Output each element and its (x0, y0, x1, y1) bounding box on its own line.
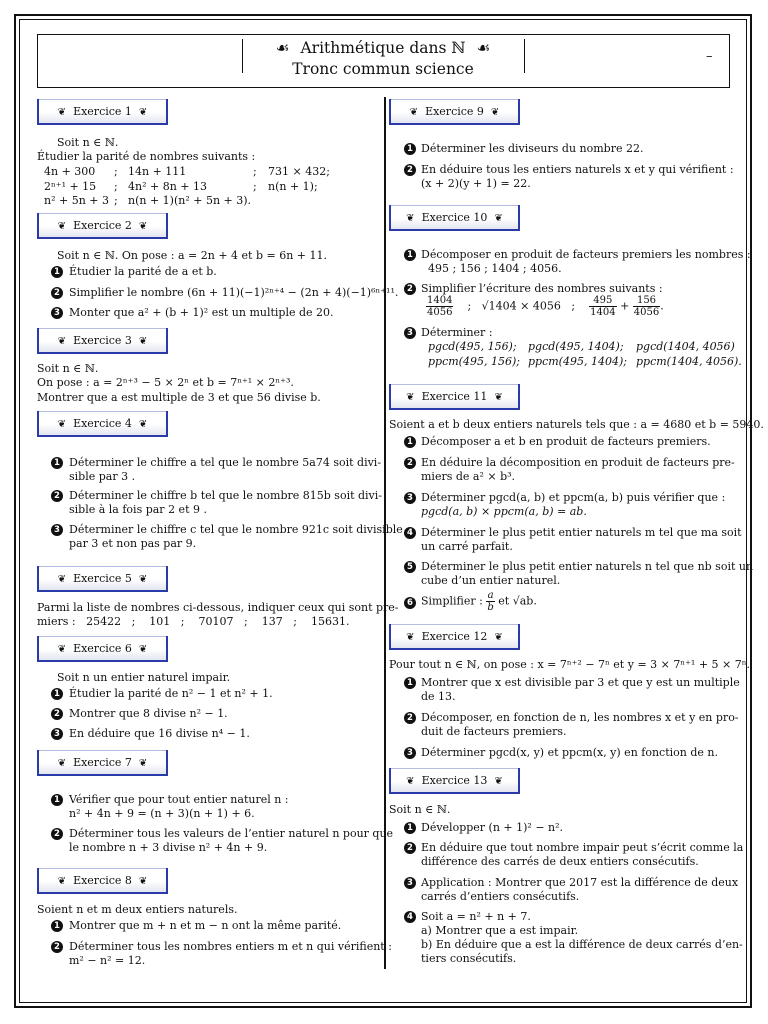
question-text: carrés d’entiers consécutifs. (421, 890, 580, 903)
question-text: Déterminer les diviseurs du nombre 22. (421, 142, 644, 155)
expression: n(n + 1)(n² + 5n + 3). (128, 194, 252, 207)
item-number-badge: 2 (404, 712, 416, 724)
number-item: 70107 (198, 615, 234, 628)
question-text: Déterminer le plus petit entier naturels n tel que nb soit un (421, 560, 754, 573)
item-number-badge: 2 (51, 490, 63, 502)
exercise-1-intro: Soit n ∈ ℕ. (57, 136, 119, 149)
ornament-icon: ☙ (275, 39, 290, 57)
fraction: $\frac{156}{4056}$ (633, 295, 660, 318)
leaf-icon: ❦ (138, 876, 148, 887)
leaf-icon: ❦ (57, 758, 67, 769)
exercise-6-intro: Soit n un entier naturel impair. (57, 671, 231, 684)
fraction: $\frac{1404}{4056}$ (427, 295, 453, 318)
item-number-badge: 1 (51, 920, 63, 932)
item-number-badge: 2 (404, 457, 416, 469)
item-number-badge: 3 (51, 728, 63, 740)
fraction-expressions: $\frac{1404}{4056}$ ; √1404 × 4056 ; $\frac{495}{1404}$ + $\frac{156}{4056}$ . (427, 295, 664, 318)
ornament-icon: ☙ (476, 39, 491, 57)
question-text: Décomposer, en fonction de n, les nombres x et y en pro- (421, 711, 739, 724)
exercise-1-title: ❦ Exercice 1 ❦ (37, 99, 168, 125)
gcd-expression: pgcd(495, 1404); (528, 340, 624, 353)
question-text: Montrer que x est divisible par 3 et que y est un multiple (421, 676, 740, 689)
separator: ; (253, 165, 257, 178)
question-text: Simplifier le nombre (6n + 11)(−1)²ⁿ⁺⁴ − (2n + 4)(−1)⁶ⁿ⁺¹¹. (69, 286, 399, 299)
question-text: Application : Montrer que 2017 est la différence de deux (421, 876, 739, 889)
question-text: b) En déduire que a est la différence de deux carrés d’en- (421, 938, 743, 951)
item-number-badge: 1 (404, 143, 416, 155)
item-number-badge: 2 (51, 708, 63, 720)
question-text: pgcd(a, b) × ppcm(a, b) = ab. (421, 505, 587, 518)
item-number-badge: 1 (51, 794, 63, 806)
leaf-icon: ❦ (406, 632, 415, 643)
leaf-icon: ❦ (138, 758, 148, 769)
question-text: Simplifier : $\frac{a}{b}$ et √ab. (421, 590, 537, 613)
question-text: (x + 2)(y + 1) = 22. (421, 177, 531, 190)
question-text: Déterminer pgcd(a, b) et ppcm(a, b) puis vérifier que : (421, 491, 726, 504)
expression: 2ⁿ⁺¹ + 15 (44, 180, 97, 193)
header-divider-right (524, 39, 525, 73)
exercise-1-instruction: Étudier la parité de nombres suivants : (37, 150, 256, 163)
leaf-icon: ❦ (138, 221, 148, 232)
question-text: tiers consécutifs. (421, 952, 517, 965)
leaf-icon: ❦ (494, 776, 503, 787)
item-number-badge: 1 (404, 822, 416, 834)
item-number-badge: 2 (51, 828, 63, 840)
separator: ; (114, 180, 118, 193)
item-number-badge: 3 (51, 307, 63, 319)
exercise-11-intro: Soient a et b deux entiers naturels tels que : a = 4680 et b = 5940. (389, 418, 764, 431)
leaf-icon: ❦ (57, 876, 67, 887)
exercise-3-text: On pose : a = 2ⁿ⁺³ − 5 × 2ⁿ et b = 7ⁿ⁺¹ × 2ⁿ⁺³. (37, 376, 294, 389)
page-title: ☙ Arithmétique dans ℕ ☙ (275, 39, 491, 57)
question-text: En déduire la décomposition en produit de facteurs pre- (421, 456, 735, 469)
leaf-icon: ❦ (57, 336, 67, 347)
question-text: Simplifier l’écriture des nombres suivants : (421, 282, 663, 295)
leaf-icon: ❦ (57, 644, 67, 655)
leaf-icon: ❦ (406, 392, 415, 403)
item-number-badge: 2 (51, 941, 63, 953)
separator: ; (114, 194, 118, 207)
item-number-badge: 1 (51, 266, 63, 278)
item-number-badge: 3 (404, 492, 416, 504)
exercise-6-title: ❦ Exercice 6 ❦ (37, 636, 168, 662)
question-text: le nombre n + 3 divise n² + 4n + 9. (69, 841, 268, 854)
leaf-icon: ❦ (138, 574, 148, 585)
question-text: Déterminer le plus petit entier naturels m tel que ma soit (421, 526, 742, 539)
question-text: différence des carrés de deux entiers consécutifs. (421, 855, 699, 868)
exercise-7-title: ❦ Exercice 7 ❦ (37, 750, 168, 776)
leaf-icon: ❦ (57, 419, 67, 430)
exercise-9-title: ❦ Exercice 9 ❦ (389, 99, 520, 125)
question-text: Étudier la parité de a et b. (69, 265, 217, 278)
leaf-icon: ❦ (406, 213, 415, 224)
leaf-icon: ❦ (138, 644, 148, 655)
question-text: sible par 3 . (69, 470, 136, 483)
number-list: 495 ; 156 ; 1404 ; 4056. (428, 262, 562, 275)
question-text: cube d’un entier naturel. (421, 574, 561, 587)
exercise-11-title: ❦ Exercice 11 ❦ (389, 384, 520, 410)
exercise-12-intro: Pour tout n ∈ ℕ, on pose : x = 7ⁿ⁺² − 7ⁿ et y = 3 × 7ⁿ⁺¹ + 5 × 7ⁿ. (389, 658, 751, 671)
question-text: de 13. (421, 690, 456, 703)
question-text: En déduire que tout nombre impair peut s’écrit comme la (421, 841, 744, 854)
expression: 4n² + 8n + 13 (128, 180, 207, 193)
question-text: Vérifier que pour tout entier naturel n : (69, 793, 289, 806)
expression: n² + 5n + 3 (44, 194, 109, 207)
item-number-badge: 2 (404, 842, 416, 854)
leaf-icon: ❦ (490, 107, 500, 118)
item-number-badge: 1 (404, 249, 416, 261)
item-number-badge: 1 (51, 688, 63, 700)
question-text: a) Montrer que a est impair. (421, 924, 579, 937)
question-text: Étudier la parité de n² − 1 et n² + 1. (69, 687, 273, 700)
leaf-icon: ❦ (138, 107, 148, 118)
item-number-badge: 4 (404, 527, 416, 539)
question-text: En déduire que 16 divise n⁴ − 1. (69, 727, 250, 740)
item-number-badge: 5 (404, 561, 416, 573)
lcm-expression: ppcm(1404, 4056). (636, 355, 742, 368)
header-right-text: – (706, 49, 713, 64)
question-text: m² − n² = 12. (69, 954, 146, 967)
question-text: Développer (n + 1)² − n². (421, 821, 564, 834)
item-number-badge: 1 (404, 677, 416, 689)
item-number-badge: 3 (404, 747, 416, 759)
item-number-badge: 6 (404, 597, 416, 609)
item-number-badge: 1 (404, 436, 416, 448)
question-text: Déterminer le chiffre b tel que le nombre 815b soit divi- (69, 489, 383, 502)
number-item: 101 (149, 615, 171, 628)
question-text: sible à la fois par 2 et 9 . (69, 503, 207, 516)
leaf-icon: ❦ (57, 221, 67, 232)
question-text: Déterminer le chiffre a tel que le nombre 5a74 soit divi- (69, 456, 382, 469)
question-text: Montrer que m + n et m − n ont la même parité. (69, 919, 342, 932)
leaf-icon: ❦ (406, 776, 415, 787)
exercise-2-title: ❦ Exercice 2 ❦ (37, 213, 168, 239)
number-item: 137 (261, 615, 283, 628)
question-text: Soit a = n² + n + 7. (421, 910, 531, 923)
question-text: Décomposer a et b en produit de facteurs premiers. (421, 435, 711, 448)
leaf-icon: ❦ (57, 107, 67, 118)
item-number-badge: 3 (404, 327, 416, 339)
expression: 14n + 111 (128, 165, 187, 178)
item-number-badge: 1 (51, 457, 63, 469)
question-text: Décomposer en produit de facteurs premiers les nombres : (421, 248, 751, 261)
leaf-icon: ❦ (494, 213, 503, 224)
question-text: Déterminer le chiffre c tel que le nombre 921c soit divisible (69, 523, 403, 536)
question-text: Déterminer tous les nombres entiers m et n qui vérifient : (69, 940, 392, 953)
exercise-2-intro: Soit n ∈ ℕ. On pose : a = 2n + 4 et b = 6n + 11. (57, 249, 327, 262)
expression: 4n + 300 (44, 165, 96, 178)
exercise-3-text: Montrer que a est multiple de 3 et que 56 divise b. (37, 391, 321, 404)
question-text: Déterminer tous les valeurs de l’entier naturel n pour que (69, 827, 394, 840)
exercise-8-title: ❦ Exercice 8 ❦ (37, 868, 168, 894)
exercise-13-intro: Soit n ∈ ℕ. (389, 803, 451, 816)
question-text: En déduire tous les entiers naturels x et y qui vérifient : (421, 163, 734, 176)
exercise-8-intro: Soient n et m deux entiers naturels. (37, 903, 238, 916)
exercise-3-text: Soit n ∈ ℕ. (37, 362, 99, 375)
question-text: miers de a² × b³. (421, 470, 516, 483)
separator: ; (114, 165, 118, 178)
item-number-badge: 4 (404, 911, 416, 923)
question-text: duit de facteurs premiers. (421, 725, 567, 738)
question-text: Déterminer pgcd(x, y) et ppcm(x, y) en fonction de n. (421, 746, 718, 759)
question-text: un carré parfait. (421, 540, 513, 553)
expression: 731 × 432; (268, 165, 330, 178)
fraction: $\frac{495}{1404}$ (590, 295, 616, 318)
document-header (37, 34, 730, 88)
lcm-expression: ppcm(495, 1404); (528, 355, 627, 368)
item-number-badge: 2 (51, 287, 63, 299)
exercise-13-title: ❦ Exercice 13 ❦ (389, 768, 520, 794)
item-number-badge: 2 (404, 283, 416, 295)
leaf-icon: ❦ (138, 336, 148, 347)
item-number-badge: 3 (404, 877, 416, 889)
leaf-icon: ❦ (494, 392, 503, 403)
expression: n(n + 1); (268, 180, 318, 193)
leaf-icon: ❦ (57, 574, 67, 585)
question-text: par 3 et non pas par 9. (69, 537, 197, 550)
leaf-icon: ❦ (409, 107, 419, 118)
exercise-4-title: ❦ Exercice 4 ❦ (37, 411, 168, 437)
gcd-expression: pgcd(495, 156); (428, 340, 517, 353)
exercise-3-title: ❦ Exercice 3 ❦ (37, 328, 168, 354)
number-item: 15631. (310, 615, 350, 628)
lcm-expression: ppcm(495, 156); (428, 355, 520, 368)
square-root-expression: √1404 × 4056 (481, 299, 561, 313)
item-number-badge: 2 (404, 164, 416, 176)
exercise-10-title: ❦ Exercice 10 ❦ (389, 205, 520, 231)
exercise-5-title: ❦ Exercice 5 ❦ (37, 566, 168, 592)
number-item: 25422 (86, 615, 122, 628)
gcd-expression: pgcd(1404, 4056) (636, 340, 735, 353)
leaf-icon: ❦ (494, 632, 503, 643)
question-text: Déterminer : (421, 326, 493, 339)
prime-number-list: miers : 25422 ; 101 ; 70107 ; 137 ; 15631. (37, 615, 350, 628)
fraction: $\frac{a}{b}$ (487, 590, 494, 613)
question-text: Monter que a² + (b + 1)² est un multiple de 20. (69, 306, 334, 319)
exercise-5-text: Parmi la liste de nombres ci-dessous, indiquer ceux qui sont pre- (37, 601, 399, 614)
item-number-badge: 3 (51, 524, 63, 536)
exercise-12-title: ❦ Exercice 12 ❦ (389, 624, 520, 650)
question-text: Montrer que 8 divise n² − 1. (69, 707, 228, 720)
leaf-icon: ❦ (138, 419, 148, 430)
question-text: n² + 4n + 9 = (n + 3)(n + 1) + 6. (69, 807, 255, 820)
page-subtitle: Tronc commun science (292, 60, 474, 78)
separator: ; (253, 180, 257, 193)
